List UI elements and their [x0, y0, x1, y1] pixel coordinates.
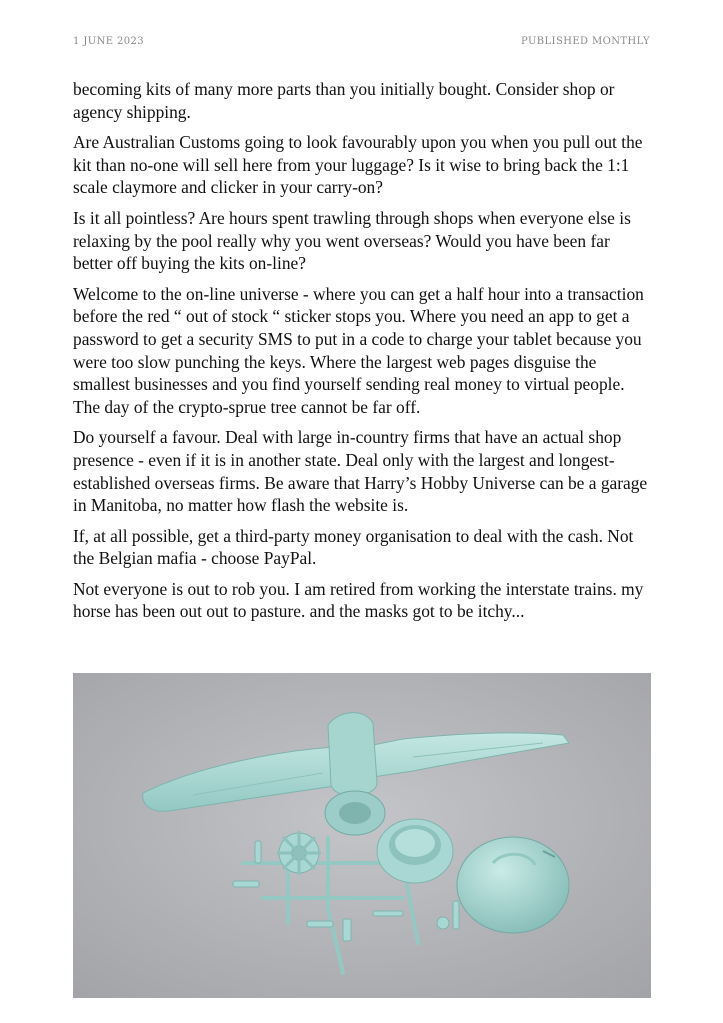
paragraph: becoming kits of many more parts than you initially bought. Consider shop or agency shipping. [73, 79, 615, 122]
paragraph: Are Australian Customs going to look favourably upon you when you pull out the kit than no-one will sell here from your luggage? Is it wise to bring back the 1:1 scale claymore and clicker in your carry-on? [73, 132, 643, 198]
header-date: 1 JUNE 2023 [73, 36, 145, 47]
header-frequency: PUBLISHED MONTHLY [521, 36, 650, 47]
paragraph: Do yourself a favour. Deal with large in-country firms that have an actual shop presence - even if it is in another state. Deal only with the largest and longest-established overseas firms. Be aware that Harry’s Hobby Universe can be a garage in Manitoba, no matter how flash the website is. [73, 427, 648, 516]
paragraph: If, at all possible, get a third-party money organisation to deal with the cash. Not the Belgian mafia - choose PayPal. [73, 525, 634, 569]
paragraph: Welcome to the on-line universe - where you can get a half hour into a transaction before the red “ out of stock “ sticker stops you. Where you need an app to get a password to get a security SMS to put in a code to charge your tablet because you were too slow punching the keys. Where the largest web pages disguise the smallest businesses and you find yourself sending real money to virtual people. The day of the crypto-sprue tree cannot be far off. [73, 283, 644, 417]
model-kit-photo [73, 673, 651, 998]
cowling-ring-part [377, 819, 453, 883]
paragraph: Not everyone is out to rob you. I am retired from working the interstate trains. my horse has been out out to pasture. and the masks got to be itchy... [73, 578, 644, 622]
paragraph: Is it all pointless? Are hours spent trawling through shops when everyone else is relaxing by the pool really why you went overseas? Would you have been far better off buying the kits on-line? [73, 207, 631, 274]
dome-part [457, 837, 569, 933]
article-body [73, 78, 653, 631]
fuselage-part [328, 713, 377, 796]
radial-engine-part [277, 831, 321, 875]
page-header [73, 36, 650, 52]
model-kit-illustration [73, 673, 651, 998]
